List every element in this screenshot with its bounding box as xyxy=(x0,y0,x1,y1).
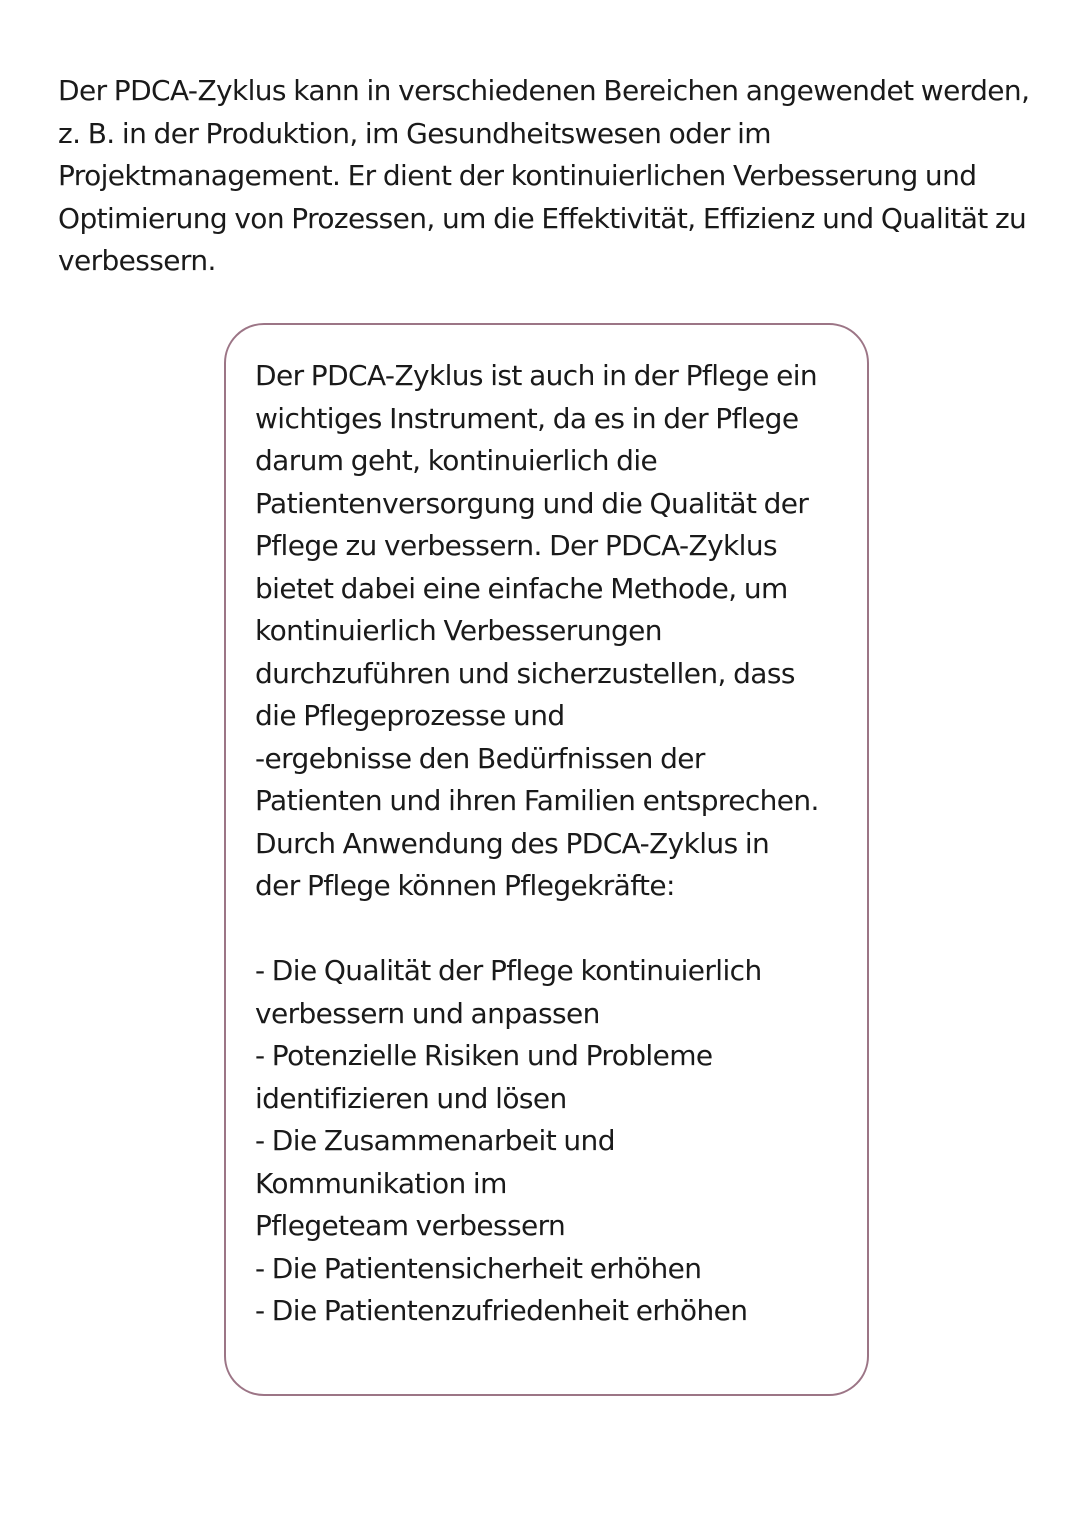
box-paragraph-line: durchzuführen und sicherzustellen, dass xyxy=(255,656,795,690)
box-paragraph-line: die Pflegeprozesse und xyxy=(255,699,565,732)
benefit-list-line: - Die Patientenzufriedenheit erhöhen xyxy=(255,1294,748,1327)
paragraph-spacer xyxy=(255,908,847,951)
pdca-care-info-box xyxy=(224,323,869,1396)
benefit-list-line: Kommunikation im xyxy=(255,1166,507,1200)
box-paragraph-line: der Pflege können Pflegekräfte: xyxy=(255,869,675,902)
box-paragraph-line: bietet dabei eine einfache Methode, um xyxy=(255,571,788,605)
box-paragraph-line: wichtiges Instrument, da es in der Pflege xyxy=(255,401,799,435)
box-paragraph-line: Patienten und ihren Familien entsprechen. xyxy=(255,784,819,817)
benefit-list-line: - Die Patientensicherheit erhöhen xyxy=(255,1251,702,1285)
intro-paragraph: Der PDCA-Zyklus kann in verschiedenen Bereichen angewendet werden, z. B. in der Produktion, im Gesundheitswesen oder im Projektmanagement. Er dient der kontinuierlichen Verbesserung und Optimierung von Prozessen, um die Effektivität, Effizienz und Qualität zu verbessern. xyxy=(58,74,1030,277)
box-paragraph-line: Durch Anwendung des PDCA-Zyklus in xyxy=(255,826,770,860)
box-paragraph-line: -ergebnisse den Bedürfnissen der xyxy=(255,741,705,775)
benefit-list-line: - Die Qualität der Pflege kontinuierlich xyxy=(255,954,762,987)
benefits-list xyxy=(255,950,847,1333)
box-paragraph xyxy=(255,355,847,908)
box-paragraph-line: kontinuierlich Verbesserungen xyxy=(255,614,662,647)
benefit-list-line: verbessern und anpassen xyxy=(255,996,600,1030)
box-paragraph-line: Der PDCA-Zyklus ist auch in der Pflege ein xyxy=(255,359,818,392)
box-paragraph-line: Patientenversorgung und die Qualität der xyxy=(255,486,809,520)
benefit-list-line: identifizieren und lösen xyxy=(255,1081,567,1115)
box-paragraph-line: darum geht, kontinuierlich die xyxy=(255,444,658,477)
benefit-list-line: - Potenzielle Risiken und Probleme xyxy=(255,1039,713,1072)
benefit-list-line: Pflegeteam verbessern xyxy=(255,1209,566,1242)
benefit-list-line: - Die Zusammenarbeit und xyxy=(255,1124,615,1157)
box-paragraph-line: Pflege zu verbessern. Der PDCA-Zyklus xyxy=(255,529,777,562)
